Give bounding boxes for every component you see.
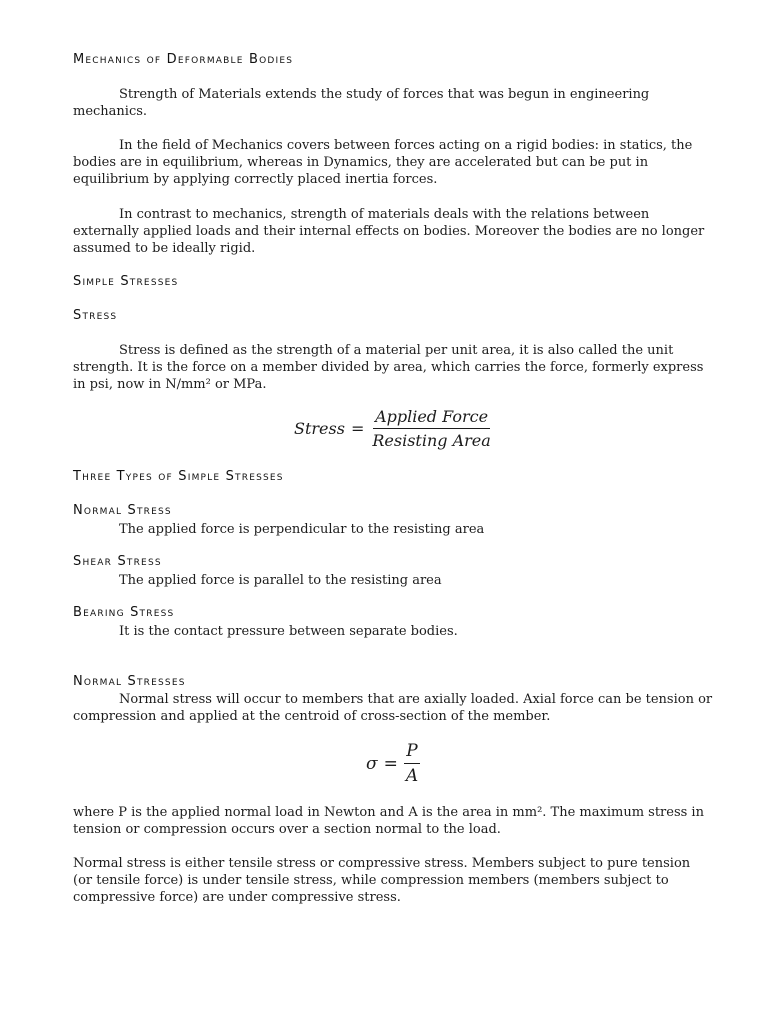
shear-stress-heading: Shear Stress	[73, 554, 162, 569]
normal-stress-definition: The applied force is perpendicular to the resisting area	[119, 522, 485, 537]
stress-equation-lhs: Stress	[294, 419, 345, 438]
normal-stresses-paragraph-2: Normal stress is either tensile stress or compressive stress. Members subject to pure tension (or tensile force) is under tensile stress, while compression members (members subject to compressive force) are under compressive stress.	[73, 856, 691, 905]
normal-stresses-paragraph-1: Normal stress will occur to members that are axially loaded. Axial force can be tension or compression and applied at the centroid of cross-section of the member.	[73, 692, 713, 724]
stress-equation-denominator: Resisting Area	[372, 431, 491, 450]
simple-stresses-heading: Simple Stresses	[73, 274, 179, 289]
normal-stresses-heading: Normal Stresses	[73, 674, 186, 689]
stress-heading: Stress	[73, 308, 118, 323]
stress-equation-fraction	[370, 407, 492, 450]
equals-sign: =	[383, 753, 398, 774]
bearing-stress-definition: It is the contact pressure between separate bodies.	[119, 624, 458, 639]
sigma-equation-denominator: A	[405, 766, 419, 786]
intro-paragraph-1: Strength of Materials extends the study of forces that was begun in engineering mechanics.	[73, 87, 650, 119]
shear-stress-definition: The applied force is parallel to the resisting area	[119, 573, 442, 588]
normal-stress-heading: Normal Stress	[73, 503, 172, 518]
bearing-stress-heading: Bearing Stress	[73, 605, 175, 620]
sigma-equation-lhs: σ	[366, 753, 378, 774]
sigma-equation-fraction	[404, 741, 420, 786]
sigma-equation	[366, 741, 420, 786]
title-heading: Mechanics of Deformable Bodies	[73, 52, 294, 67]
where-p-paragraph: where P is the applied normal load in Newton and A is the area in mm². The maximum stress in tension or compression occurs over a section normal to the load.	[73, 805, 704, 837]
intro-paragraph-3: In contrast to mechanics, strength of materials deals with the relations between externally applied loads and their internal effects on bodies. Moreover the bodies are no longer assumed to be ideally rigid.	[73, 207, 705, 256]
sigma-equation-numerator: P	[404, 741, 419, 764]
stress-equation-numerator: Applied Force	[373, 407, 490, 429]
stress-equation	[294, 407, 493, 450]
stress-definition-paragraph: Stress is defined as the strength of a material per unit area, it is also called the unit strength. It is the force on a member divided by area, which carries the force, formerly express in psi, now in N/mm² or MPa.	[73, 343, 704, 392]
three-types-heading: Three Types of Simple Stresses	[73, 469, 284, 484]
intro-paragraph-2: In the field of Mechanics covers between forces acting on a rigid bodies: in statics, the bodies are in equilibrium, whereas in Dynamics, they are accelerated but can be put in equilibrium by applying correctly placed inertia forces.	[73, 138, 693, 187]
equals-sign: =	[350, 419, 365, 438]
